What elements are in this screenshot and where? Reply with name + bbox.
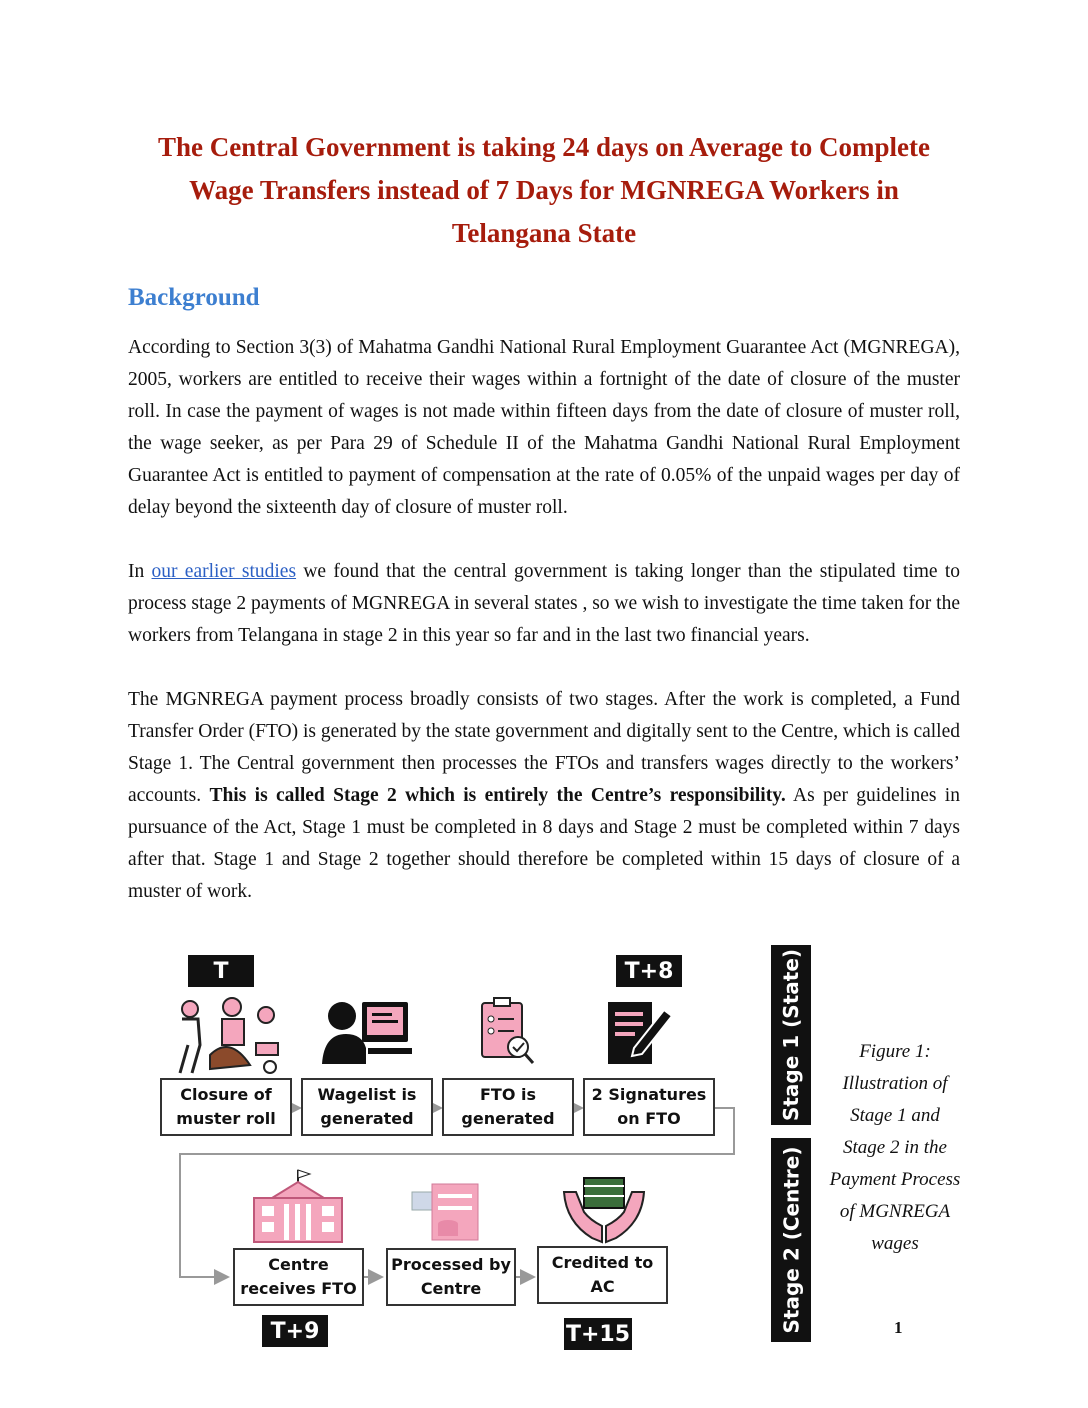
- step-line: 2 Signatures: [591, 1085, 707, 1104]
- step-line: Centre: [420, 1279, 482, 1298]
- para-rest: we found that the central government is taking longer than the stipulated time to process stage 2 payments of MGNREGA in several states , so we wish to investigate the time taken for the workers from Telangana in stage 2 in this year so far and in the last two financial years.: [128, 561, 961, 646]
- step-wagelist-generated: [301, 1078, 433, 1136]
- time-tag-t15: T+15: [564, 1318, 632, 1350]
- workers-icon: [170, 995, 282, 1081]
- checklist-icon: [480, 995, 536, 1071]
- para-part2: As per guidelines in pursuance of the Act, Stage 1 must be completed in 8 days and Stage 2 must be completed within 7 days after that. Stage 1 and Stage 2 together should therefore be completed within 15 days of closure of a muster of work.: [128, 785, 960, 902]
- caption-line: Figure 1:: [859, 1041, 931, 1062]
- stage1-state-label: [771, 945, 811, 1125]
- computer-user-icon: [322, 998, 412, 1070]
- caption-line: Payment Process: [829, 1169, 961, 1190]
- step-line: generated: [461, 1109, 555, 1128]
- stage2-responsibility-bold: This is called Stage 2 which is entirely the Centre’s responsibility.: [209, 785, 786, 806]
- time-tag-t8: T+8: [616, 955, 682, 987]
- stage2-label-text: Stage 2 (Centre): [779, 1146, 803, 1334]
- government-building-icon: [250, 1168, 346, 1248]
- step-line: Credited to: [551, 1253, 654, 1272]
- earlier-studies-link[interactable]: our earlier studies: [151, 561, 297, 582]
- money-hands-icon: [562, 1172, 646, 1248]
- stage2-centre-label: [771, 1138, 811, 1342]
- caption-line: of MGNREGA: [839, 1201, 951, 1222]
- para-prefix: In: [128, 561, 152, 582]
- paragraph-section-3-3: According to Section 3(3) of Mahatma Gandhi National Rural Employment Guarantee Act (MGNREGA), 2005, workers are entitled to receive their wages within a fortnight of the date of closure of the muster roll. In case the payment of wages is not made within fifteen days from the date of closure of muster roll, the wage seeker, as per Para 29 of Schedule II of the Mahatma Gandhi National Rural Employment Guarantee Act is entitled to payment of compensation at the rate of 0.05% of the unpaid wages per day of delay beyond the sixteenth day of closure of muster roll.: [128, 337, 960, 518]
- step-processed-by-centre: [386, 1248, 516, 1306]
- step-line: muster roll: [176, 1109, 276, 1128]
- caption-line: wages: [871, 1233, 919, 1254]
- step-credited-to-ac: [537, 1246, 668, 1304]
- para-part1: The MGNREGA payment process broadly consists of two stages. After the work is completed, a Fund Transfer Order (FTO) is generated by the state government and digitally sent to the Centre, which is called Stage 1. The Central government then processes the FTOs and transfers wages directly to the workers’ accounts.: [128, 689, 960, 806]
- step-2-signatures-on-fto: [583, 1078, 715, 1136]
- step-line: receives FTO: [240, 1279, 357, 1298]
- step-line: Centre: [268, 1255, 329, 1274]
- time-tag-t9: T+9: [262, 1315, 328, 1347]
- step-line: FTO is: [479, 1085, 537, 1104]
- page-title: The Central Government is taking 24 days on Average to Complete Wage Transfers instead of 7 Days for MGNREGA Workers in Telangana State: [158, 132, 930, 248]
- server-icon: [410, 1182, 482, 1246]
- page-number: 1: [894, 1318, 903, 1337]
- signature-icon: [606, 1000, 676, 1070]
- step-line: AC: [590, 1277, 615, 1296]
- step-line: generated: [320, 1109, 414, 1128]
- step-line: Closure of: [180, 1085, 272, 1104]
- caption-line: Illustration of: [842, 1073, 948, 1094]
- step-fto-generated: [442, 1078, 574, 1136]
- step-closure-of-muster-roll: [160, 1078, 292, 1136]
- step-centre-receives-fto: [233, 1248, 364, 1306]
- step-line: on FTO: [617, 1109, 681, 1128]
- figure-caption: [828, 1036, 962, 1260]
- step-line: Processed by: [391, 1255, 511, 1274]
- section-heading-background: Background: [128, 284, 260, 311]
- caption-line: Stage 2 in the: [843, 1137, 947, 1158]
- step-line: Wagelist is: [317, 1085, 417, 1104]
- caption-line: Stage 1 and: [850, 1105, 940, 1126]
- time-tag-t: T: [188, 955, 254, 987]
- stage1-label-text: Stage 1 (State): [779, 948, 803, 1122]
